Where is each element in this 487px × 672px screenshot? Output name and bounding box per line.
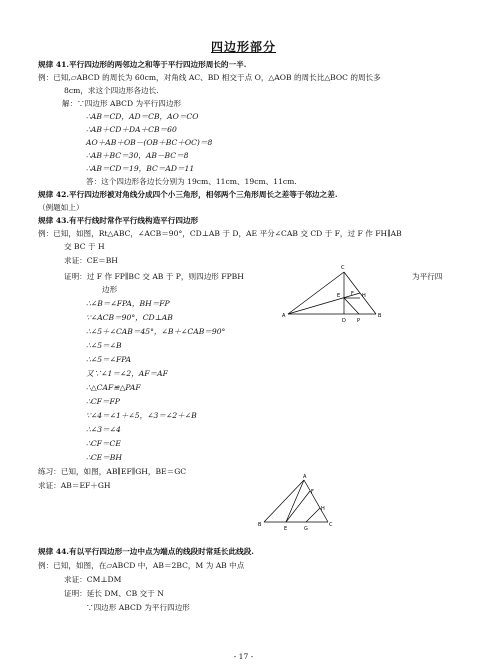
label-d: D — [342, 318, 346, 324]
label-h: H — [362, 293, 366, 299]
rule43-prove: 求证：CE＝BH — [64, 256, 118, 265]
rule44-prove: 求证：CM⊥DM — [64, 575, 122, 584]
rule43-step4: ∴∠5＝∠B — [86, 341, 122, 350]
rule43-example-line2: 交 BC 于 H — [64, 242, 105, 251]
rule43-proof-line1-end: 为平行四 — [412, 272, 443, 281]
rule43-step7: ∴△CAF≌△PAF — [86, 383, 141, 392]
rule43-step9: ∵∠4＝∠1＋∠5，∠3＝∠2＋∠B — [86, 411, 197, 420]
rule43-step3: ∴∠5＋∠CAB＝45°，∠B＋∠CAB＝90° — [86, 327, 226, 336]
label-c: C — [329, 522, 333, 528]
rule43-step10: ∴∠3＝∠4 — [86, 425, 121, 434]
label-g: G — [304, 526, 308, 532]
triangle-figure-1 — [282, 262, 394, 328]
segment-fp — [344, 298, 359, 314]
label-c: C — [341, 265, 345, 271]
rule41-answer: 答：这个四边形各边长分别为 19cm、11cm、19cm、11cm. — [86, 177, 297, 186]
rule41-solution-line2: ∴AB＝CD，AD＝CB，AO＝CO — [86, 112, 199, 121]
label-b: B — [378, 313, 382, 319]
rule43-step8: ∴CF＝FP — [86, 397, 120, 406]
rule41-solution-line4: AO＋AB＋OB－(OB＋BC＋OC)＝8 — [86, 138, 213, 147]
rule43-practice: 练习：已知，如图，AB∥EF∥GH，BE＝GC — [38, 467, 187, 476]
rule43-step2: ∵∠ACB＝90°，CD⊥AB — [86, 313, 173, 322]
segment-ab-inner — [286, 480, 304, 522]
rule41-example-line1: 例：已知,▱ABCD 的周长为 60cm，对角线 AC、BD 相交于点 O，△AOB 的周长比△BOC 的周长多 — [38, 73, 381, 82]
rule43-step5: ∴∠5＝∠FPA — [86, 355, 132, 364]
rule43-proof-line1: 证明：过 F 作 FP∥BC 交 AB 于 P，则四边形 FPBH — [64, 272, 244, 281]
segment-ac — [288, 272, 344, 314]
rule43-example-line1: 例：已知，如图，Rt△ABC，∠ACB＝90°，CD⊥AB 于 D，AE 平分∠CAB 交 CD 于 F，过 F 作 FH∥AB — [38, 229, 402, 238]
rule44-proof: 证明：延长 DM、CB 交于 N — [64, 589, 164, 598]
rule41-heading: 规律 41.平行四边形的两邻边之和等于平行四边形周长的一半. — [38, 60, 247, 69]
label-p: P — [357, 318, 361, 324]
segment-ba — [264, 480, 304, 522]
rule41-solution-line3: ∴AB＋CD＋DA＋CB＝60 — [86, 125, 177, 134]
rule42-heading: 规律 42.平行四边形被对角线分成四个小三角形，相邻两个三角形周长之差等于邻边之差. — [38, 190, 338, 199]
rule43-step12: ∴CE＝BH — [86, 453, 122, 462]
rule42-note: （例题如上） — [38, 203, 84, 212]
rule43-step6: 又∵∠1＝∠2，AF＝AF — [86, 369, 168, 378]
rule43-proof-line2: 边形 — [102, 285, 118, 294]
rule43-step11: ∴CF＝CE — [86, 439, 121, 448]
label-f: F — [351, 291, 354, 297]
segment-ac — [304, 480, 328, 522]
label-a: A — [282, 313, 286, 319]
rule43-step1: ∴∠B＝∠FPA，BH＝FP — [86, 299, 170, 308]
rule44-example: 例：已知，如图，在▱ABCD 中，AB＝2BC，M 为 AB 中点 — [38, 561, 245, 570]
page-title: 四边形部分 — [210, 40, 276, 54]
label-h: H — [321, 506, 325, 512]
rule41-example-line2: 8cm，求这个四边形各边长. — [64, 86, 159, 95]
segment-ef — [286, 491, 310, 522]
rule43-heading: 规律 43.有平行线时常作平行线构造平行四边形 — [38, 216, 199, 225]
rule44-step: ∵四边形 ABCD 为平行四边形 — [86, 603, 190, 612]
rule41-solution-line5: ∴AB＋BC＝30，AB－BC＝8 — [86, 151, 189, 160]
label-b: B — [258, 522, 262, 528]
page-number: - 17 - — [233, 652, 254, 661]
triangle-figure-2 — [256, 474, 340, 534]
segment-gh — [306, 508, 320, 522]
label-a: A — [303, 474, 307, 480]
label-e: E — [284, 526, 288, 532]
label-e: E — [337, 293, 341, 299]
rule41-solution-line1: 解：∵四边形 ABCD 为平行四边形 — [62, 99, 182, 108]
rule43-practice-prove: 求证：AB＝EF＋GH — [38, 481, 111, 490]
rule44-heading: 规律 44.有以平行四边形一边中点为端点的线段时常延长此线段. — [38, 547, 254, 556]
label-f: F — [311, 489, 314, 495]
rule41-solution-line6: ∴AB＝CD＝19，BC＝AD＝11 — [86, 164, 195, 173]
